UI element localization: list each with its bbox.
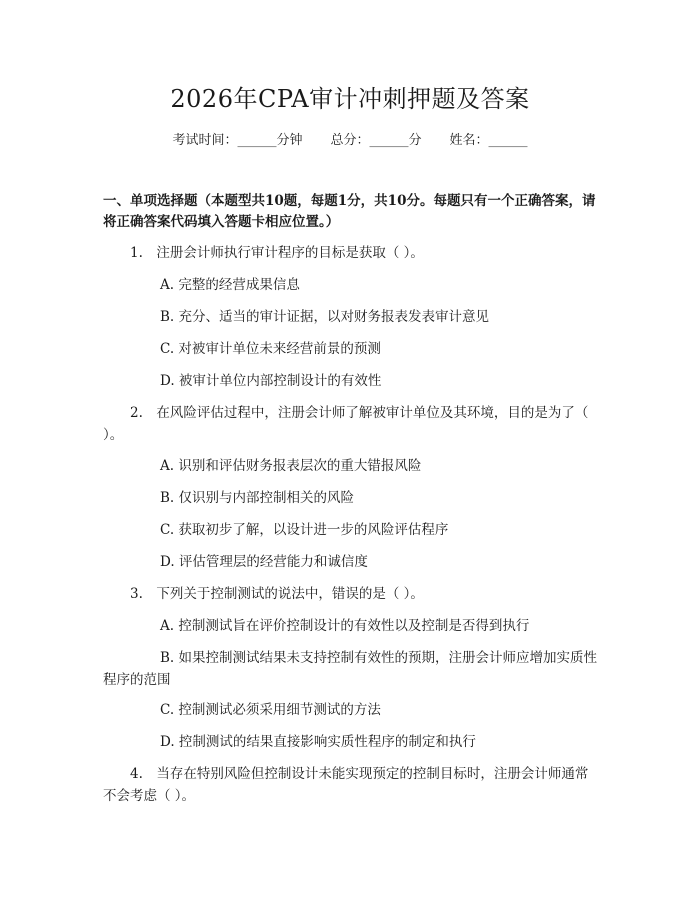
exam-time-field: 考试时间：______分钟 [172, 133, 303, 148]
question-2-option-c: C. 获取初步了解，以设计进一步的风险评估程序 [160, 522, 449, 538]
question-2-option-d: D. 评估管理层的经营能力和诚信度 [160, 554, 368, 570]
question-1-option-b: B. 充分、适当的审计证据，以对财务报表发表审计意见 [160, 309, 490, 325]
exam-info-line [0, 132, 700, 150]
section-heading: 一、单项选择题（本题型共10题，每题1分，共10分。每题只有一个正确答案，请将正确答案代码填入答题卡相应位置。） [103, 193, 596, 230]
question-1-option-d: D. 被审计单位内部控制设计的有效性 [160, 373, 382, 389]
page-title: 2026年CPA审计冲刺押题及答案 [170, 85, 530, 113]
question-3-option-b: B. 如果控制测试结果未支持控制有效性的预期，注册会计师应增加实质性程序的范围 [103, 650, 598, 688]
name-field: 姓名：______ [449, 133, 528, 148]
question-2-stem: 2. 在风险评估过程中，注册会计师了解被审计单位及其环境，目的是为了（ ）。 [103, 405, 589, 443]
question-3-option-c: C. 控制测试必须采用细节测试的方法 [160, 702, 381, 718]
question-1-option-a: A. 完整的经营成果信息 [160, 277, 300, 293]
question-2-option-a: A. 识别和评估财务报表层次的重大错报风险 [160, 458, 422, 474]
question-1-stem: 1. 注册会计师执行审计程序的目标是获取（ ）。 [130, 245, 424, 261]
question-3-option-a: A. 控制测试旨在评价控制设计的有效性以及控制是否得到执行 [160, 618, 530, 634]
question-1-option-c: C. 对被审计单位未来经营前景的预测 [160, 341, 381, 357]
question-4-stem: 4. 当存在特别风险但控制设计未能实现预定的控制目标时，注册会计师通常不会考虑（ ）。 [103, 766, 589, 804]
question-3-option-d: D. 控制测试的结果直接影响实质性程序的制定和执行 [160, 734, 476, 750]
total-score-field: 总分：______分 [330, 133, 422, 148]
question-3-stem: 3. 下列关于控制测试的说法中，错误的是（ ）。 [130, 586, 424, 602]
question-2-option-b: B. 仅识别与内部控制相关的风险 [160, 490, 355, 506]
